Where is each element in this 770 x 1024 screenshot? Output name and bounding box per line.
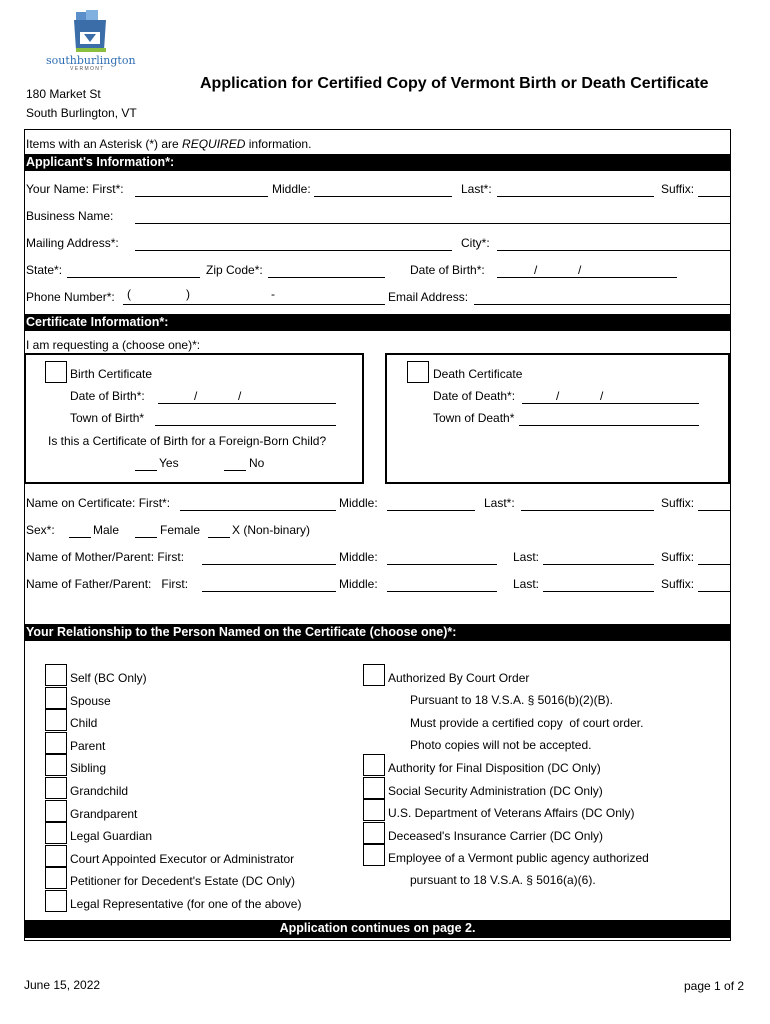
relationship-checkbox[interactable] (363, 754, 385, 776)
your-name-suffix-label: Suffix: (661, 182, 695, 196)
phone-label: Phone Number*: (26, 290, 115, 304)
sex-nonbinary-label: X (Non-binary) (232, 523, 311, 537)
cert-name-first-field[interactable] (180, 510, 336, 511)
continues-banner: Application continues on page 2. (24, 920, 731, 938)
relationship-option-label: Child (70, 716, 98, 731)
court-order-line-3: Photo copies will not be accepted. (410, 738, 592, 752)
form-border-bottom (24, 940, 731, 941)
foreign-yes-field[interactable] (135, 470, 157, 471)
cert-name-first-label: Name on Certificate: First*: (26, 496, 171, 510)
court-order-line-1: Pursuant to 18 V.S.A. § 5016(b)(2)(B). (410, 693, 613, 707)
relationship-checkbox[interactable] (45, 822, 67, 844)
your-name-middle-label: Middle: (272, 182, 311, 196)
mother-suffix-field[interactable] (698, 564, 730, 565)
father-first-label: Name of Father/Parent: First: (26, 577, 189, 591)
zip-label: Zip Code*: (206, 263, 263, 277)
relationship-checkbox[interactable] (363, 777, 385, 799)
relationship-option-label: Self (BC Only) (70, 671, 147, 685)
phone-open-paren: ( (127, 287, 131, 301)
cert-name-suffix-field[interactable] (698, 510, 730, 511)
foreign-no-label: No (249, 456, 265, 470)
relationship-checkbox[interactable] (45, 664, 67, 686)
relationship-option-label: Grandparent (70, 806, 138, 821)
required-note: Items with an Asterisk (*) are REQUIRED information. (26, 137, 312, 151)
birth-dob-slash-1: / (194, 389, 198, 403)
cert-name-middle-label: Middle: (339, 496, 378, 510)
mother-last-label: Last: (513, 550, 540, 564)
relationship-option-label: Grandchild (70, 784, 129, 798)
death-dod-slash-1: / (556, 389, 560, 403)
applicant-heading: Applicant's Information*: (24, 154, 731, 171)
foreign-yes-label: Yes (159, 456, 179, 470)
footer-date: June 15, 2022 (24, 978, 101, 992)
relationship-option-label: Employee of a Vermont public agency authorized (388, 851, 649, 866)
sex-label: Sex*: (26, 523, 55, 537)
relationship-option-label: Legal Guardian (70, 829, 153, 844)
death-certificate-label: Death Certificate (433, 367, 523, 381)
relationship-checkbox[interactable] (45, 754, 67, 776)
phone-close-paren: ) (186, 287, 190, 301)
birth-town-label: Town of Birth* (70, 411, 145, 425)
relationship-option-label: Parent (70, 738, 106, 753)
death-dod-field[interactable] (522, 403, 699, 404)
sex-female-field[interactable] (135, 537, 157, 538)
father-last-field[interactable] (543, 591, 654, 592)
your-name-last-label: Last*: (461, 182, 492, 196)
form-border-right (730, 129, 731, 941)
relationship-option-label: Spouse (70, 693, 111, 708)
relationship-checkbox[interactable] (45, 777, 67, 799)
birth-town-field[interactable] (155, 425, 336, 426)
employee-line-2: pursuant to 18 V.S.A. § 5016(a)(6). (410, 873, 596, 887)
birth-certificate-label: Birth Certificate (70, 367, 153, 381)
dob-slash-1: / (534, 263, 538, 277)
business-name-field[interactable] (135, 223, 730, 224)
phone-field[interactable] (123, 304, 385, 305)
your-name-first-field[interactable] (135, 196, 268, 197)
relationship-option-label: Deceased's Insurance Carrier (DC Only) (388, 828, 604, 843)
father-suffix-label: Suffix: (661, 577, 695, 591)
your-name-suffix-field[interactable] (698, 196, 730, 197)
court-order-checkbox[interactable] (363, 664, 385, 686)
relationship-heading: Your Relationship to the Person Named on the Certificate (choose one)*: (24, 624, 731, 641)
city-logo (40, 8, 140, 74)
cert-name-last-label: Last*: (484, 496, 515, 510)
relationship-checkbox[interactable] (45, 687, 67, 709)
email-label: Email Address: (388, 290, 469, 304)
mother-first-label: Name of Mother/Parent: First: (26, 550, 185, 564)
relationship-checkbox[interactable] (363, 844, 385, 866)
relationship-option-label: Social Security Administration (DC Only) (388, 783, 603, 798)
page-title: Application for Certified Copy of Vermont Birth or Death Certificate (200, 75, 709, 92)
zip-field[interactable] (268, 277, 385, 278)
footer-page-number: page 1 of 2 (684, 979, 745, 993)
foreign-born-question: Is this a Certificate of Birth for a Foreign-Born Child? (48, 434, 327, 448)
relationship-option-label: Authority for Final Disposition (DC Only) (388, 761, 601, 775)
birth-certificate-checkbox[interactable] (45, 361, 67, 383)
cert-name-middle-field[interactable] (387, 510, 475, 511)
sex-nonbinary-field[interactable] (208, 537, 230, 538)
mailing-address-label: Mailing Address*: (26, 236, 119, 250)
sex-male-label: Male (93, 523, 120, 537)
sex-female-label: Female (160, 523, 201, 537)
address-line-2: South Burlington, VT (26, 106, 137, 120)
relationship-checkbox[interactable] (45, 800, 67, 822)
your-name-last-field[interactable] (497, 196, 654, 197)
court-order-line-2: Must provide a certified copy of court order. (410, 716, 644, 730)
mailing-address-field[interactable] (135, 250, 452, 251)
sex-male-field[interactable] (69, 537, 91, 538)
applicant-dob-label: Date of Birth*: (410, 263, 485, 277)
death-dod-slash-2: / (600, 389, 604, 403)
requesting-label: I am requesting a (choose one)*: (26, 338, 201, 352)
death-certificate-checkbox[interactable] (407, 361, 429, 383)
relationship-checkbox[interactable] (45, 867, 67, 889)
relationship-option-label: Petitioner for Decedent's Estate (DC Only) (70, 874, 296, 889)
your-name-middle-field[interactable] (314, 196, 452, 197)
phone-dash: - (271, 287, 275, 301)
city-label: City*: (461, 236, 490, 250)
form-border-top (24, 129, 731, 130)
logo-text: southburlington (46, 54, 136, 67)
relationship-checkbox[interactable] (45, 845, 67, 867)
death-town-label: Town of Death* (433, 411, 515, 425)
birth-dob-slash-2: / (238, 389, 242, 403)
dob-slash-2: / (578, 263, 582, 277)
relationship-option-label: U.S. Department of Veterans Affairs (DC Only) (388, 806, 635, 821)
your-name-first-label: Your Name: First*: (26, 182, 124, 196)
mother-suffix-label: Suffix: (661, 550, 695, 564)
death-town-field[interactable] (519, 425, 699, 426)
cert-name-last-field[interactable] (521, 510, 654, 511)
cert-name-suffix-label: Suffix: (661, 496, 695, 510)
address-line-1: 180 Market St (26, 87, 101, 101)
city-field[interactable] (497, 250, 730, 251)
form-border-left (24, 129, 25, 941)
relationship-option-label: Court Appointed Executor or Administrator (70, 851, 295, 866)
foreign-no-field[interactable] (224, 470, 246, 471)
relationship-checkbox[interactable] (363, 822, 385, 844)
court-order-label: Authorized By Court Order (388, 671, 530, 685)
relationship-checkbox[interactable] (45, 709, 67, 731)
relationship-checkbox[interactable] (363, 799, 385, 821)
mother-middle-label: Middle: (339, 550, 378, 564)
relationship-checkbox[interactable] (45, 890, 67, 912)
mother-first-field[interactable] (202, 564, 336, 565)
relationship-option-label: Sibling (70, 761, 107, 776)
applicant-dob-field[interactable] (497, 277, 677, 278)
death-dod-label: Date of Death*: (433, 389, 516, 403)
father-suffix-field[interactable] (698, 591, 730, 592)
father-middle-field[interactable] (387, 591, 497, 592)
birth-dob-label: Date of Birth*: (70, 389, 145, 403)
relationship-option-label: Legal Representative (for one of the above) (70, 897, 302, 911)
mother-last-field[interactable] (543, 564, 654, 565)
father-first-field[interactable] (202, 591, 336, 592)
state-field[interactable] (67, 277, 200, 278)
state-label: State*: (26, 263, 63, 277)
father-middle-label: Middle: (339, 577, 378, 591)
business-name-label: Business Name: (26, 209, 114, 223)
email-field[interactable] (474, 304, 730, 305)
logo-subtext: V E R M O N T (70, 66, 104, 72)
certificate-heading: Certificate Information*: (24, 314, 731, 331)
birth-dob-field[interactable] (158, 403, 336, 404)
relationship-checkbox[interactable] (45, 732, 67, 754)
father-last-label: Last: (513, 577, 540, 591)
mother-middle-field[interactable] (387, 564, 497, 565)
